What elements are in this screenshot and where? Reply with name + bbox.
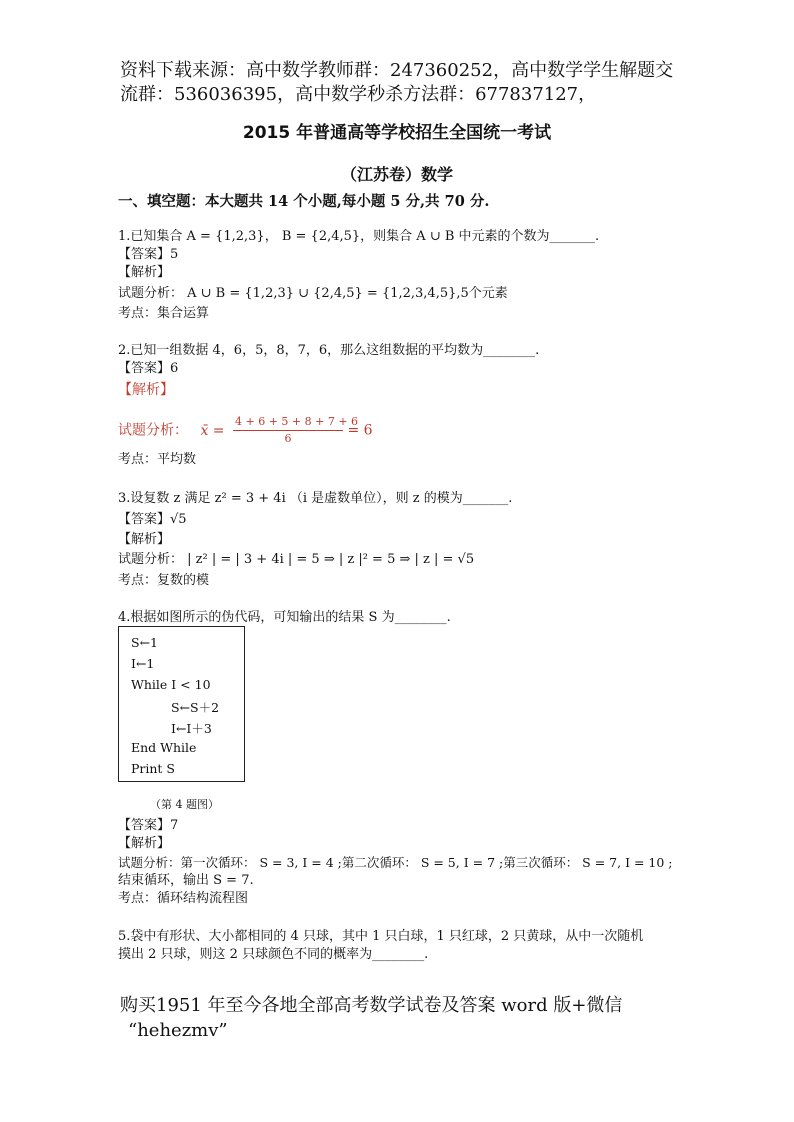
exam-subtitle: （江苏卷）数学 — [340, 165, 453, 184]
q5-question-line-2: 摸出 2 只球，则这 2 只球颜色不同的概率为________. — [118, 947, 429, 962]
header-source-line-2: 流群：536036395，高中数学秒杀方法群：677837127， — [120, 84, 597, 105]
exam-title: 2015 年普通高等学校招生全国统一考试 — [242, 123, 552, 143]
footer-ad-line-2: “hehezmv” — [128, 1020, 228, 1041]
q4-question: 4.根据如图所示的伪代码，可知输出的结果 S 为________. — [118, 610, 451, 625]
q2-answer: 【答案】6 — [118, 361, 179, 376]
figure-caption: （第 4 题图） — [150, 798, 219, 811]
q2-numerator: 4 + 6 + 5 + 8 + 7 + 6 — [233, 414, 343, 431]
q2-question: 2.已知一组数据 4，6，5，8，7，6，那么这组数据的平均数为________. — [118, 343, 540, 358]
q3-analysis-label: 【解析】 — [118, 532, 171, 547]
q5-question-line-1: 5.袋中有形状、大小都相同的 4 只球，其中 1 只白球，1 只红球，2 只黄球，从中一次随机 — [118, 929, 644, 944]
code-line: I←1 — [131, 656, 155, 671]
q2-fraction — [233, 414, 359, 447]
code-line: Print S — [131, 761, 175, 776]
q1-analysis-label: 【解析】 — [118, 265, 171, 280]
q1-question: 1.已知集合 A = {1,2,3}， B = {2,4,5}，则集合 A ∪ B 中元素的个数为_______. — [118, 229, 600, 244]
q3-analysis: 试题分析： | z² | = | 3 + 4i | = 5 ⇒ | z |² = 5 ⇒ | z | = √5 — [118, 552, 475, 567]
code-line: S←1 — [131, 635, 158, 650]
q1-topic: 考点：集合运算 — [118, 306, 210, 321]
q3-topic: 考点：复数的模 — [118, 573, 210, 588]
q2-topic: 考点：平均数 — [118, 452, 197, 467]
q1-analysis: 试题分析： A ∪ B = {1,2,3} ∪ {2,4,5} = {1,2,3,4,5},5个元素 — [118, 286, 508, 301]
q4-answer: 【答案】7 — [118, 818, 179, 833]
header-source-line-1: 资料下载来源：高中数学教师群：247360252，高中数学学生解题交 — [120, 60, 674, 81]
code-line: I←I＋3 — [171, 721, 212, 736]
pseudocode-box — [118, 626, 245, 782]
q3-answer: 【答案】√5 — [118, 512, 187, 527]
q2-denominator: 6 — [284, 432, 292, 445]
q4-analysis-line-1: 试题分析：第一次循环： S = 3, I = 4 ;第二次循环： S = 5, I = 7 ;第三次循环： S = 7, I = 10 ; — [118, 855, 673, 870]
code-line: End While — [131, 740, 197, 755]
code-line: While I < 10 — [131, 677, 211, 692]
q2-analysis-prefix: 试题分析： — [118, 422, 188, 439]
q4-topic: 考点：循环结构流程图 — [118, 891, 249, 906]
code-line: S←S＋2 — [171, 700, 220, 715]
q1-answer: 【答案】5 — [118, 247, 179, 262]
footer-ad-line-1: 购买1951 年至今各地全部高考数学试卷及答案 word 版+微信 — [120, 995, 623, 1016]
q4-analysis-line-2: 结束循环，输出 S = 7. — [118, 873, 254, 888]
q2-result: = 6 — [347, 422, 373, 439]
q2-xbar: x̄ = — [200, 422, 225, 439]
q2-analysis-label: 【解析】 — [118, 382, 174, 398]
q4-analysis-label: 【解析】 — [118, 836, 171, 851]
section-heading: 一、填空题：本大题共 14 个小题,每小题 5 分,共 70 分. — [118, 193, 490, 210]
q2-analysis — [118, 414, 373, 447]
q3-question: 3.设复数 z 满足 z² = 3 + 4i （i 是虚数单位），则 z 的模为_______. — [118, 491, 513, 506]
